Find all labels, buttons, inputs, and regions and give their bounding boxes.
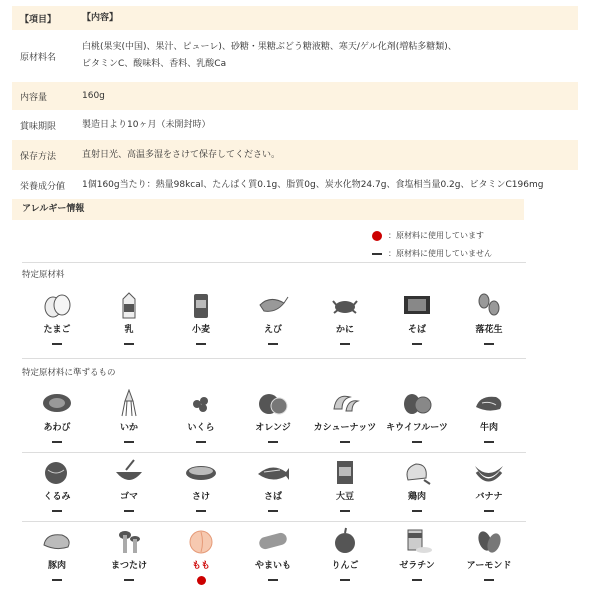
almond-icon [472, 526, 506, 556]
legend-not-used [372, 245, 492, 263]
allergen-item [382, 526, 452, 586]
allergen-item [454, 290, 524, 350]
allergen-item [22, 526, 92, 586]
gelatin-icon [400, 526, 434, 556]
dash-icon [268, 510, 278, 512]
dash-icon [412, 579, 422, 581]
allergen-name: バナナ [475, 492, 503, 502]
used-mark [166, 574, 236, 586]
sesame-icon [112, 457, 146, 487]
allergen-name: オレンジ [255, 423, 291, 433]
dash-icon [340, 343, 350, 345]
dash-icon [372, 253, 382, 255]
allergen-item [94, 526, 164, 586]
not-used-mark [454, 338, 524, 350]
allergen-item [238, 526, 308, 586]
not-used-mark [382, 338, 452, 350]
not-used-mark [310, 436, 380, 448]
not-used-mark [310, 338, 380, 350]
allergy-section-title: アレルギー情報 [12, 199, 524, 220]
legend-not-used-text: ：原材料に使用していません [388, 249, 492, 258]
abalone-icon [40, 388, 74, 418]
row-label-storage: 保存方法 [20, 151, 57, 162]
yam-icon [256, 526, 290, 556]
not-used-mark [94, 574, 164, 586]
allergen-name: 豚肉 [47, 561, 66, 571]
not-used-mark [94, 436, 164, 448]
allergen-name: 小麦 [191, 325, 210, 335]
allergen-item [310, 388, 380, 448]
allergen-name: りんご [331, 561, 359, 571]
soba-icon [400, 290, 434, 320]
allergen-item [22, 388, 92, 448]
allergen-item [382, 457, 452, 517]
beef-icon [472, 388, 506, 418]
dash-icon [52, 343, 62, 345]
related-materials-title: 特定原材料に準ずるもの [22, 368, 116, 378]
legend-used [372, 227, 492, 245]
table-row [12, 110, 578, 140]
table-row [12, 140, 578, 170]
allergen-item [382, 388, 452, 448]
walnut-icon [40, 457, 74, 487]
table-row [12, 82, 578, 110]
dash-icon [124, 343, 134, 345]
allergen-name: 乳 [124, 325, 134, 335]
not-used-mark [238, 338, 308, 350]
not-used-mark [238, 505, 308, 517]
allergen-name: さば [263, 492, 282, 502]
allergen-name: たまご [43, 325, 71, 335]
not-used-mark [94, 505, 164, 517]
table-row [12, 30, 578, 82]
allergen-item [238, 388, 308, 448]
ingredients-line-2: ビタミンC、酸味料、香料、乳酸Ca [82, 59, 227, 69]
not-used-mark [22, 574, 92, 586]
allergen-name: 牛肉 [479, 423, 498, 433]
red-dot-icon [197, 576, 206, 585]
allergen-item [454, 526, 524, 586]
allergen-name: もも [191, 561, 210, 571]
related-materials-row-3 [22, 526, 582, 596]
divider [22, 358, 526, 359]
allergy-legend [372, 227, 492, 263]
allergen-item [310, 290, 380, 350]
allergen-name: ゼラチン [399, 561, 435, 571]
dash-icon [196, 343, 206, 345]
specific-materials-title: 特定原材料 [22, 270, 65, 280]
not-used-mark [382, 436, 452, 448]
dash-icon [196, 510, 206, 512]
allergen-item [94, 457, 164, 517]
row-label-expiry: 賞味期限 [20, 121, 57, 132]
allergen-item [94, 290, 164, 350]
row-value-storage: 直射日光、高温多湿をさけて保存してください。 [82, 149, 281, 160]
allergen-name: あわび [43, 423, 71, 433]
allergen-item [22, 290, 92, 350]
dash-icon [124, 441, 134, 443]
allergen-item [310, 526, 380, 586]
allergen-name: 大豆 [335, 492, 354, 502]
allergen-name: キウイフルーツ [386, 423, 448, 433]
allergen-item [238, 290, 308, 350]
header-item-label: 【項目】 [20, 14, 57, 25]
matsutake-icon [112, 526, 146, 556]
not-used-mark [238, 574, 308, 586]
red-dot-icon [372, 231, 382, 241]
divider [22, 262, 526, 263]
dash-icon [412, 343, 422, 345]
allergen-name: アーモンド [466, 561, 512, 571]
allergen-item [382, 290, 452, 350]
row-value-ingredients [82, 39, 578, 73]
allergen-item [166, 290, 236, 350]
not-used-mark [22, 338, 92, 350]
row-value-nutrition: 1個160g当たり：熱量98kcal、たんぱく質0.1g、脂質0g、炭水化物24.7g、食塩相当量0.2g、ビタミンC196mg [82, 179, 544, 190]
row-label-volume: 内容量 [20, 92, 48, 103]
row-value-expiry: 製造日より10ヶ月（未開封時） [82, 119, 211, 130]
table-row [12, 170, 578, 200]
allergen-name: えび [263, 325, 282, 335]
dash-icon [124, 579, 134, 581]
dash-icon [52, 510, 62, 512]
allergen-item [166, 388, 236, 448]
allergen-name: やまいも [254, 561, 291, 571]
apple-icon [328, 526, 362, 556]
dash-icon [484, 441, 494, 443]
flour-bag-icon [184, 290, 218, 320]
legend-used-text: ：原材料に使用しています [388, 231, 484, 240]
dash-icon [484, 343, 494, 345]
related-materials-row-2 [22, 457, 582, 527]
dash-icon [268, 441, 278, 443]
dash-icon [484, 510, 494, 512]
allergen-name: ゴマ [119, 492, 138, 502]
allergen-name: さけ [191, 492, 210, 502]
dash-icon [124, 510, 134, 512]
shrimp-icon [256, 290, 290, 320]
crab-icon [328, 290, 362, 320]
allergen-item [166, 457, 236, 517]
specific-materials-row [22, 290, 582, 360]
not-used-mark [238, 436, 308, 448]
not-used-mark [382, 574, 452, 586]
allergen-item [238, 457, 308, 517]
dash-icon [340, 510, 350, 512]
peach-icon [184, 526, 218, 556]
not-used-mark [22, 505, 92, 517]
allergen-name: くるみ [43, 492, 71, 502]
kiwi-icon [400, 388, 434, 418]
allergen-item [22, 457, 92, 517]
header-content-label: 【内容】 [82, 12, 119, 23]
not-used-mark [310, 505, 380, 517]
allergen-item [310, 457, 380, 517]
peanut-icon [472, 290, 506, 320]
ingredients-line-1: 白桃(果実(中国)、果汁、ピューレ)、砂糖・果糖ぶどう糖液糖、寒天/ゲル化剤(増粘多糖類)、 [82, 42, 457, 52]
row-label-ingredients: 原材料名 [20, 52, 57, 63]
divider [22, 452, 526, 453]
allergen-item [166, 526, 236, 586]
dash-icon [268, 579, 278, 581]
not-used-mark [454, 436, 524, 448]
allergen-item [94, 388, 164, 448]
dash-icon [52, 579, 62, 581]
soybean-icon [328, 457, 362, 487]
banana-icon [472, 457, 506, 487]
allergen-name: いくら [187, 423, 215, 433]
allergen-name: 落花生 [475, 325, 503, 335]
dash-icon [340, 441, 350, 443]
milk-carton-icon [112, 290, 146, 320]
dash-icon [340, 579, 350, 581]
allergen-name: まつたけ [110, 561, 147, 571]
allergen-name: かに [335, 325, 354, 335]
related-materials-row-1 [22, 388, 582, 458]
table-header-row [12, 6, 578, 30]
cashew-icon [328, 388, 362, 418]
divider [22, 521, 526, 522]
salmon-roe-icon [184, 388, 218, 418]
dash-icon [412, 441, 422, 443]
not-used-mark [166, 505, 236, 517]
product-info-table [12, 6, 578, 200]
orange-icon [256, 388, 290, 418]
chicken-icon [400, 457, 434, 487]
not-used-mark [22, 436, 92, 448]
egg-icon [40, 290, 74, 320]
not-used-mark [166, 436, 236, 448]
dash-icon [52, 441, 62, 443]
allergen-item [454, 388, 524, 448]
not-used-mark [310, 574, 380, 586]
allergen-name: いか [119, 423, 138, 433]
not-used-mark [454, 505, 524, 517]
row-label-nutrition: 栄養成分値 [20, 181, 66, 192]
dash-icon [412, 510, 422, 512]
allergen-name: 鶏肉 [407, 492, 426, 502]
allergen-name: そば [407, 325, 426, 335]
not-used-mark [166, 338, 236, 350]
allergen-name: カシューナッツ [313, 423, 377, 433]
allergen-item [454, 457, 524, 517]
dash-icon [268, 343, 278, 345]
salmon-icon [184, 457, 218, 487]
pork-icon [40, 526, 74, 556]
mackerel-icon [256, 457, 290, 487]
dash-icon [484, 579, 494, 581]
not-used-mark [382, 505, 452, 517]
dash-icon [196, 441, 206, 443]
not-used-mark [454, 574, 524, 586]
not-used-mark [94, 338, 164, 350]
squid-icon [112, 388, 146, 418]
row-value-volume: 160g [82, 90, 105, 101]
